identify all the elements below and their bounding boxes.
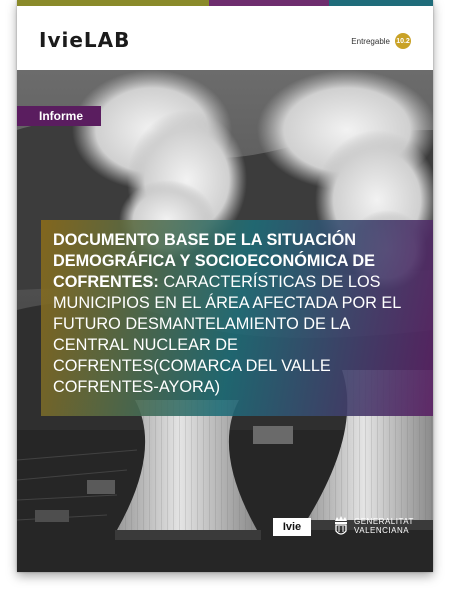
- report-type-tag: Informe: [17, 106, 101, 126]
- report-title-regular: CARACTERÍSTICAS DE LOS MUNICIPIOS EN EL ÁREA AFECTADA POR EL FUTURO DESMANTELAMIENTO DE LA CENTRAL NUCLEAR DE COFRENTES(COMARCA DEL VALLE COFRENTES-AYORA): [53, 273, 401, 396]
- deliverable-label: [351, 33, 411, 49]
- deliverable-number-badge: 10.2: [395, 33, 411, 49]
- report-title: [41, 220, 433, 416]
- ivie-logo: Ivie: [273, 518, 311, 536]
- deliverable-text: Entregable: [351, 36, 390, 46]
- ivielab-logo: IvieLAB: [39, 28, 131, 52]
- cover-header: [17, 6, 433, 70]
- report-cover: [17, 0, 433, 572]
- valencia-crown-icon: [333, 515, 349, 537]
- gv-line-1: GENERALITAT: [354, 517, 414, 526]
- gv-line-2: VALENCIANA: [354, 526, 410, 535]
- report-title-bold: DOCUMENTO BASE DE LA SITUACIÓN DEMOGRÁFICA Y SOCIOECONÓMICA DE COFRENTES:: [53, 231, 376, 291]
- generalitat-valenciana-logo: [333, 515, 414, 537]
